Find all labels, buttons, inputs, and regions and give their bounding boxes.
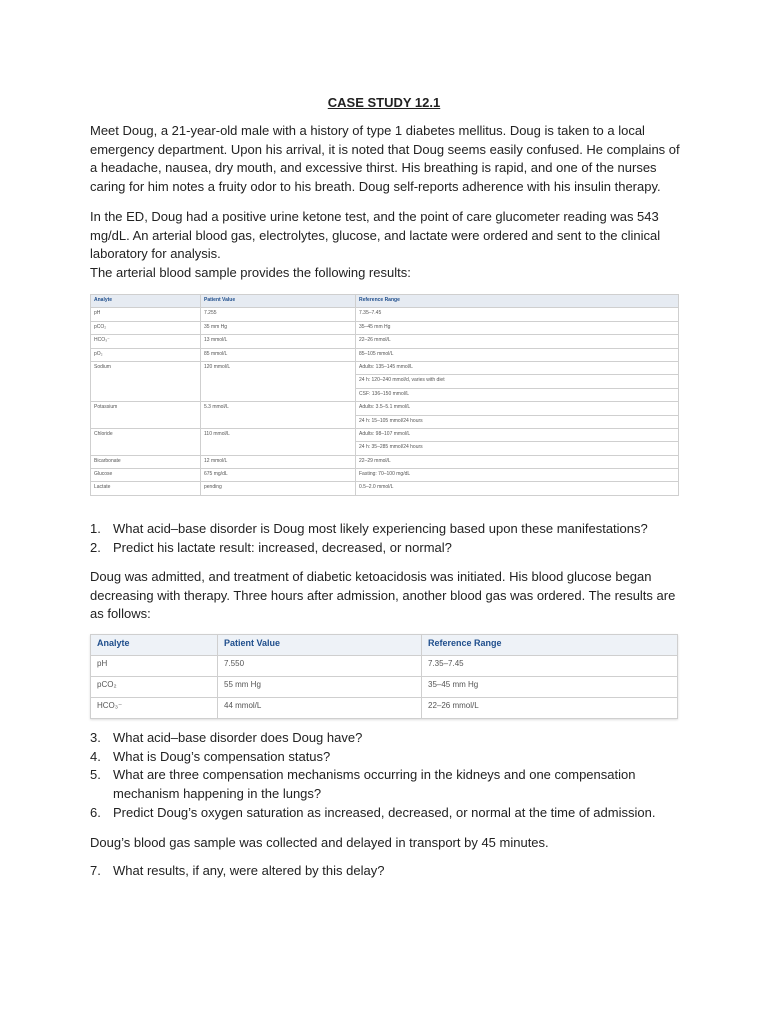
reference-cell: 35–45 mm Hg — [422, 677, 678, 698]
table-row — [91, 677, 678, 698]
analyte-cell: HCO₃⁻ — [91, 335, 201, 348]
value-cell: 12 mmol/L — [201, 455, 356, 468]
question-number: 6. — [90, 804, 101, 820]
list-item — [90, 766, 690, 803]
reference-cell: 7.35–7.45 — [422, 656, 678, 677]
analyte-cell: pCO₂ — [91, 677, 218, 698]
analyte-cell: Lactate — [91, 482, 201, 495]
questions-list-c — [90, 862, 690, 881]
reference-cell: 85–105 mmol/L — [356, 348, 679, 361]
table-row — [91, 321, 679, 334]
value-cell: 44 mmol/L — [218, 698, 422, 719]
list-item — [90, 539, 690, 558]
table-row — [91, 698, 678, 719]
table-row — [91, 455, 679, 468]
reference-cell: 24 h: 15–105 mmol/24 hours — [356, 415, 679, 428]
question-text: What is Doug’s compensation status? — [113, 748, 331, 764]
table-row — [91, 361, 679, 374]
analyte-cell: Potassium — [91, 402, 201, 429]
reference-cell: 24 h: 120–240 mmol/d, varies with diet — [356, 375, 679, 388]
list-item — [90, 862, 690, 881]
reference-cell: Adults: 135–145 mmol/L — [356, 361, 679, 374]
value-cell: 7.255 — [201, 308, 356, 321]
value-cell: pending — [201, 482, 356, 495]
analyte-cell: Sodium — [91, 361, 201, 401]
value-cell: 7.550 — [218, 656, 422, 677]
value-cell: 55 mm Hg — [218, 677, 422, 698]
question-number: 7. — [90, 863, 101, 878]
reference-cell: 35–45 mm Hg — [356, 321, 679, 334]
list-item — [90, 748, 690, 767]
table-row — [91, 482, 679, 495]
questions-list-b — [90, 729, 690, 823]
reference-cell: Adults: 3.5–5.1 mmol/L — [356, 402, 679, 415]
question-text: What acid–base disorder is Doug most likely experiencing based upon these manifestations? — [113, 521, 648, 536]
table-row — [91, 348, 679, 361]
value-cell: 675 mg/dL — [201, 469, 356, 482]
value-cell: 5.3 mmol/L — [201, 402, 356, 429]
followup-blood-gas-table — [90, 634, 678, 719]
table-row — [91, 656, 678, 677]
value-cell: 110 mmol/L — [201, 428, 356, 455]
question-text: Predict Doug’s oxygen saturation as increased, decreased, or normal at the time of admission. — [113, 804, 656, 820]
reference-cell: 22–26 mmol/L — [422, 698, 678, 719]
table-row — [91, 428, 679, 441]
table-row — [91, 308, 679, 321]
reference-cell: 0.5–2.0 mmol/L — [356, 482, 679, 495]
admission-paragraph: Doug was admitted, and treatment of diabetic ketoacidosis was initiated. His blood glucose began decreasing with therapy. Three hours after admission, another blood gas was ordered. The results are as follows: — [90, 569, 676, 622]
analyte-cell: pH — [91, 656, 218, 677]
reference-cell: 22–26 mmol/L — [356, 335, 679, 348]
reference-cell: 22–29 mmol/L — [356, 455, 679, 468]
analyte-cell: Glucose — [91, 469, 201, 482]
question-text: Predict his lactate result: increased, decreased, or normal? — [113, 539, 452, 555]
question-number: 5. — [90, 767, 101, 783]
reference-cell: 7.35–7.45 — [356, 308, 679, 321]
table-header-row — [91, 635, 678, 656]
arterial-blood-results-table — [90, 294, 679, 496]
ed-paragraph: In the ED, Doug had a positive urine ketone test, and the point of care glucometer reading was 543 mg/dL. An arterial blood gas, electrolytes, glucose, and lactate were ordered and sent to the clinical laboratory for analysis. — [90, 209, 661, 262]
table-row — [91, 335, 679, 348]
header-patient-value: Patient Value — [201, 295, 356, 308]
header-analyte: Analyte — [91, 295, 201, 308]
value-cell: 120 mmol/L — [201, 361, 356, 401]
question-number: 2. — [90, 539, 101, 555]
question-number: 1. — [90, 521, 101, 536]
header-patient-value: Patient Value — [218, 635, 422, 656]
header-reference-range: Reference Range — [356, 295, 679, 308]
list-item — [90, 729, 690, 748]
table-row — [91, 402, 679, 415]
questions-list-a — [90, 520, 690, 557]
question-text: What results, if any, were altered by this delay? — [113, 863, 385, 878]
results-intro: The arterial blood sample provides the following results: — [90, 265, 411, 280]
question-number: 3. — [90, 730, 101, 745]
reference-cell: Fasting: 70–100 mg/dL — [356, 469, 679, 482]
reference-cell: CSF: 136–150 mmol/L — [356, 388, 679, 401]
question-text: What acid–base disorder does Doug have? — [113, 730, 363, 745]
table-row — [91, 469, 679, 482]
analyte-cell: pH — [91, 308, 201, 321]
delay-paragraph: Doug’s blood gas sample was collected and delayed in transport by 45 minutes. — [90, 835, 549, 850]
reference-cell: 24 h: 35–285 mmol/24 hours — [356, 442, 679, 455]
question-number: 4. — [90, 748, 101, 764]
analyte-cell: Bicarbonate — [91, 455, 201, 468]
page-title: CASE STUDY 12.1 — [327, 95, 441, 110]
header-reference-range: Reference Range — [422, 635, 678, 656]
analyte-cell: HCO₃⁻ — [91, 698, 218, 719]
value-cell: 13 mmol/L — [201, 335, 356, 348]
question-text: What are three compensation mechanisms occurring in the kidneys and one compensation mechanism happening in the lungs? — [113, 767, 636, 802]
value-cell: 35 mm Hg — [201, 321, 356, 334]
analyte-cell: pCO₂ — [91, 321, 201, 334]
header-analyte: Analyte — [91, 635, 218, 656]
list-item — [90, 804, 690, 823]
analyte-cell: Chloride — [91, 428, 201, 455]
table-header-row — [91, 295, 679, 308]
analyte-cell: pO₂ — [91, 348, 201, 361]
reference-cell: Adults: 98–107 mmol/L — [356, 428, 679, 441]
list-item — [90, 520, 690, 539]
intro-paragraph: Meet Doug, a 21-year-old male with a history of type 1 diabetes mellitus. Doug is taken to a local emergency department. Upon his arrival, it is noted that Doug seems easily confused. He complains of a headache, nausea, dry mouth, and excessive thirst. His breathing is rapid, and one of the nurses caring for him notes a fruity odor to his breath. Doug self-reports adherence with his insulin therapy. — [90, 123, 680, 195]
value-cell: 85 mmol/L — [201, 348, 356, 361]
